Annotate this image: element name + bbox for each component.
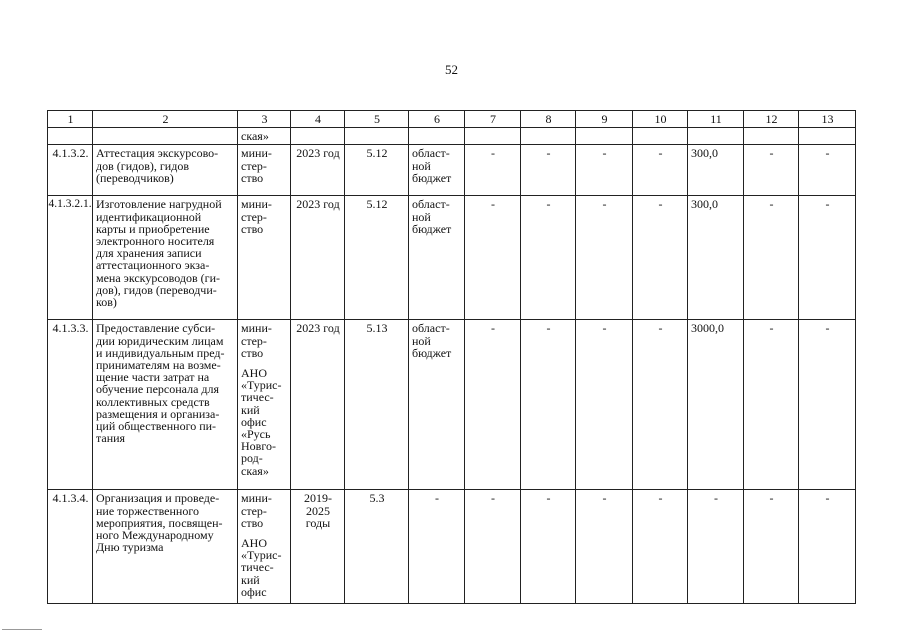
- value-cell: -: [688, 490, 744, 604]
- header-cell: 9: [576, 111, 633, 128]
- value-cell: -: [576, 320, 633, 490]
- executor-secondary: АНО «Турис- тичес- кий офис: [241, 536, 282, 599]
- table-row: [48, 145, 856, 196]
- value-cell: -: [521, 196, 576, 320]
- header-cell: 13: [799, 111, 856, 128]
- row-number: 4.1.3.3.: [48, 320, 93, 490]
- row-number: 4.1.3.2.1.: [48, 196, 93, 320]
- header-cell: 5: [345, 111, 409, 128]
- table-row: [48, 490, 856, 604]
- header-cell: 6: [409, 111, 465, 128]
- executor-cell: [238, 196, 291, 320]
- value-cell: -: [799, 145, 856, 196]
- value-cell: -: [465, 490, 521, 604]
- executor-primary: мини- стер- ство: [241, 321, 272, 360]
- executor-primary: мини- стер- ство: [241, 491, 272, 530]
- page-number: 52: [445, 62, 458, 77]
- funding-source: област- ной бюджет: [409, 320, 465, 490]
- value-cell: -: [744, 320, 799, 490]
- activity-name: Организация и проведе- ние торжественного мероприятия, посвящен- ного Международному Дню туризма: [93, 490, 238, 604]
- executor-cell: [238, 145, 291, 196]
- indicator-code: 5.12: [345, 145, 409, 196]
- value-cell: -: [744, 490, 799, 604]
- indicator-code: 5.12: [345, 196, 409, 320]
- executor-secondary: АНО «Турис- тичес- кий офис «Русь Новго- род- ская»: [241, 366, 282, 478]
- header-cell: 3: [238, 111, 291, 128]
- value-cell: -: [744, 145, 799, 196]
- row-number: 4.1.3.2.: [48, 145, 93, 196]
- value-cell: -: [576, 145, 633, 196]
- value-cell: -: [521, 490, 576, 604]
- value-cell: -: [633, 490, 688, 604]
- activity-name: Аттестация экскурсово- дов (гидов), гидов (переводчиков): [93, 145, 238, 196]
- activity-name: Предоставление субси- дии юридическим лицам и индивидуальным пред- принимателям на возме- щение части затрат на обучение персонала для коллективных средств размещения и организа- ций общественного пи- тания: [93, 320, 238, 490]
- value-cell: -: [521, 145, 576, 196]
- value-cell: -: [521, 320, 576, 490]
- value-cell: -: [633, 145, 688, 196]
- value-cell: 3000,0: [688, 320, 744, 490]
- period-cell: 2023 год: [291, 196, 345, 320]
- continuation-row: [48, 128, 856, 145]
- value-cell: -: [576, 196, 633, 320]
- funding-source: област- ной бюджет: [409, 196, 465, 320]
- value-cell: -: [799, 196, 856, 320]
- executor-primary: мини- стер- ство: [241, 197, 272, 236]
- value-cell: -: [799, 320, 856, 490]
- table-row: [48, 320, 856, 490]
- value-cell: -: [576, 490, 633, 604]
- value-cell: -: [799, 490, 856, 604]
- funding-source: -: [409, 490, 465, 604]
- header-cell: 7: [465, 111, 521, 128]
- activity-name: Изготовление нагрудной идентификационной карты и приобретение электронного носителя для хранения записи аттестационного экза- мена экскурсоводов (ги- дов), гидов (переводчи- ков): [93, 196, 238, 320]
- header-cell: 4: [291, 111, 345, 128]
- period-cell: 2019- 2025 годы: [291, 490, 345, 604]
- header-cell: 10: [633, 111, 688, 128]
- header-cell: 8: [521, 111, 576, 128]
- value-cell: 300,0: [688, 145, 744, 196]
- value-cell: -: [465, 145, 521, 196]
- value-cell: 300,0: [688, 196, 744, 320]
- header-cell: 2: [93, 111, 238, 128]
- executor-primary: мини- стер- ство: [241, 146, 272, 185]
- page-edge-mark: [2, 629, 42, 630]
- header-cell: 11: [688, 111, 744, 128]
- value-cell: -: [744, 196, 799, 320]
- plan-table: [47, 110, 856, 604]
- executor-cell: [238, 320, 291, 490]
- header-cell: 1: [48, 111, 93, 128]
- indicator-code: 5.13: [345, 320, 409, 490]
- value-cell: -: [465, 320, 521, 490]
- period-cell: 2023 год: [291, 145, 345, 196]
- header-cell: 12: [744, 111, 799, 128]
- executor-cell: ская»: [238, 128, 291, 145]
- value-cell: -: [465, 196, 521, 320]
- funding-source: област- ной бюджет: [409, 145, 465, 196]
- header-row: [48, 111, 856, 128]
- value-cell: -: [633, 320, 688, 490]
- executor-cell: [238, 490, 291, 604]
- value-cell: -: [633, 196, 688, 320]
- row-number: 4.1.3.4.: [48, 490, 93, 604]
- period-cell: 2023 год: [291, 320, 345, 490]
- indicator-code: 5.3: [345, 490, 409, 604]
- table-row: [48, 196, 856, 320]
